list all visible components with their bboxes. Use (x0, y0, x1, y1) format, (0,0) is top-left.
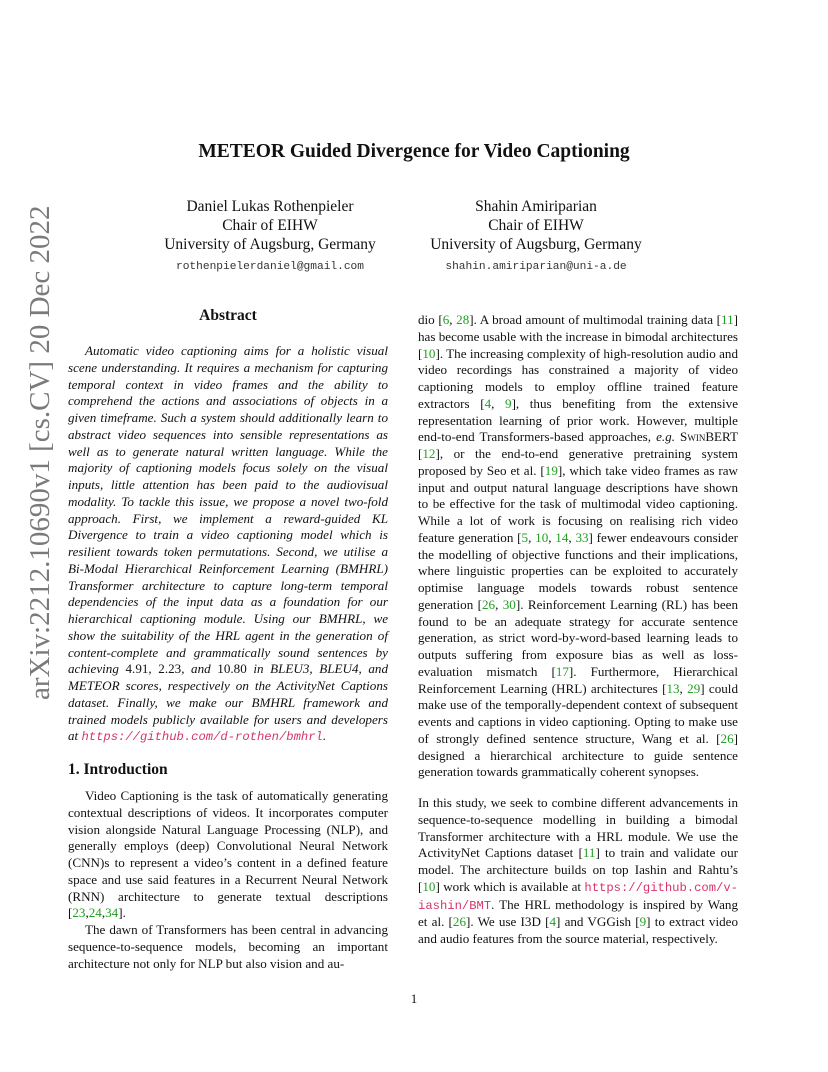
abstract-body: Automatic video captioning aims for a holistic visual scene understanding. It requires a mechanism for capturing temporal context in video frames and the ability to comprehend the actions and associations of objects in a given timeframe. Such a system should additionally learn to abstract video sequences into sensible representations as well as to generate natural written language. While the majority of captioning models focus solely on the visual inputs, little attention has been paid to the audiovisual modality. To tackle this issue, we propose a novel two-fold approach. First, we implement a reward-guided KL Divergence to train a video captioning model which is resilient towards token permutations. Second, we utilise a Bi-Modal Hierarchical Reinforcement Learning (BMHRL) Transformer architecture to capture long-term temporal dependencies of the input data as a foundation for our hierarchical captioning module. Using our BMHRL, we show the suitability of the HRL agent in the generation of content-complete and grammatically sound sentences by achieving (68, 343, 388, 677)
citation[interactable]: 23 (72, 905, 86, 921)
citation[interactable]: 26 (482, 596, 496, 612)
text-run: ], thus benefiting from the extensive representation learning of prior work. However, multiple end-to-end Transformers-based approaches, (418, 395, 739, 445)
arxiv-identifier: arXiv:2212.10690v1 [cs.CV] 20 Dec 2022 (24, 205, 56, 700)
author-email[interactable]: rothenpielerdaniel@gmail.com (176, 261, 364, 273)
citation[interactable]: 10 (422, 345, 436, 361)
github-link[interactable]: https://github.com/d-rothen/bmhrl (81, 730, 323, 745)
citation[interactable]: 10 (422, 878, 436, 894)
text-run: ]. A broad amount of multimodal training data [ (469, 312, 722, 327)
model-name: SwinBERT (680, 429, 738, 445)
author-block-2 (400, 197, 672, 277)
intro-paragraph-2: The dawn of Transformers has been central in advancing sequence-to-sequence models, becoming an important architecture not only for NLP but also vision and au- (68, 922, 388, 971)
abstract-heading: Abstract (199, 307, 257, 324)
text-run: . The HRL methodology is inspired by Wang et al. [ (418, 896, 738, 930)
text-run: ] designed a hierarchical architecture to guide sentence generation towards grammatically coherent synopses. (418, 730, 738, 780)
intro-paragraph-1-end: ]. (118, 905, 126, 921)
author-institution: University of Augsburg, Germany (164, 236, 376, 253)
text-run: ]. We use I3D [ (466, 914, 550, 930)
github-link[interactable]: https://github.com/v-iashin/BMT (418, 880, 738, 913)
author-email[interactable]: shahin.amiriparian@uni-a.de (445, 261, 627, 273)
text-run: ] to train and validate our model. The architecture builds on top Iashin and Rahtu’s [ (418, 845, 738, 894)
bleu3-score: 4.91 (125, 661, 149, 677)
text-run: dio [ (418, 312, 443, 327)
text-run: ] work which is available at (435, 878, 585, 894)
abstract-sep: , (148, 661, 159, 677)
text-run: ] and VGGish [ (556, 914, 640, 930)
author-affiliation: Chair of EIHW (222, 217, 318, 234)
citation[interactable]: 33 (575, 529, 589, 545)
author-affiliation: Chair of EIHW (488, 217, 584, 234)
citation[interactable]: 26 (720, 730, 734, 746)
intro-left-text: Video Captioning is the task of automatically generating contextual descriptions of videos. It incorporates computer vision alongside Natural Language Processing (NLP), and generally employs (deep) Convolutional Neural Network (CNN)s to represent a video’s content in a defined feature space and use said features in a Recurrent Neural Network (RNN) architecture to generate textual descriptions [23,24,34]. The dawn of Transformers has been central in advancing sequence-to-sequence models, becoming an important architecture not only for NLP but also vision and au- (68, 788, 388, 971)
text-run: ], or the end-to-end generative pretraining system proposed by Seo et al. [ (418, 446, 738, 478)
citation[interactable]: 4 (549, 914, 557, 930)
citation[interactable]: 17 (555, 663, 569, 679)
text-run: ] to extract video and audio features from the source material, respectively. (418, 914, 738, 946)
text-run: ]. Furthermore, Hierarchical Reinforcement Learning (HRL) architectures [ (418, 663, 738, 696)
citation[interactable]: 34 (105, 905, 119, 921)
bleu4-score: 2.23 (158, 661, 182, 677)
citation[interactable]: 5 (521, 529, 529, 545)
page-number: 1 (410, 991, 418, 1006)
citation[interactable]: 24 (88, 905, 102, 921)
text-run: In this study, we seek to combine different advancements in sequence-to-sequence modelling in building a bimodal Transformer architecture with a HRL module. We use the ActivityNet Captions dataset [ (418, 795, 738, 861)
citation[interactable]: 13 (666, 680, 680, 696)
text-run: ]. Reinforcement Learning (RL) has been found to be an adequate strategy for accurate sentence generation, as strict word-by-word-based learning leads to outputs suffering from exposure bias as well as loss-evaluation mismatch [ (418, 596, 739, 679)
meteor-score: 10.80 (217, 661, 247, 677)
abstract-sep: , and (181, 661, 218, 677)
text-run: ] fewer endeavours consider the modelling of objective functions and their implications, where linguistic properties can be exploited to accurately optimise language models towards robust sentence generation [ (418, 529, 739, 612)
citation[interactable]: 26 (452, 914, 467, 930)
text-run: ]. The increasing complexity of high-resolution audio and video recordings has constrained a majority of video captioning models to employ offline trained feature extractors [ (418, 345, 738, 411)
paper-title: METEOR Guided Divergence for Video Captioning (198, 141, 630, 162)
citation[interactable]: 19 (544, 462, 558, 478)
author-name: Daniel Lukas Rothenpieler (186, 198, 354, 215)
abstract-period: . (322, 728, 327, 744)
text-run: [ (418, 446, 423, 461)
abstract-body-end: in BLEU3, BLEU4, and METEOR scores, respectively on the ActivityNet Captions dataset. Finally, we make our BMHRL framework and trained models publicly available for users and developers at (68, 661, 389, 744)
citation[interactable]: 14 (555, 529, 569, 545)
citation[interactable]: 28 (456, 312, 470, 327)
citation[interactable]: 9 (505, 395, 512, 411)
intro-paragraph-1: Video Captioning is the task of automatically generating contextual descriptions of videos. It incorporates computer vision alongside Natural Language Processing (NLP), and generally employs (deep) Convolutional Neural Network (CNN)s to represent a video’s content in a defined feature space and use said features in a Recurrent Neural Network (RNN) architecture to generate textual descriptions [ (68, 788, 388, 921)
author-name: Shahin Amiriparian (475, 198, 597, 215)
text-run: ] has become usable with the increase in bimodal architectures [ (418, 312, 738, 361)
citation[interactable]: 12 (422, 446, 436, 461)
citation[interactable]: 6 (442, 312, 450, 327)
citation[interactable]: 11 (582, 845, 596, 861)
text-run: e.g. (656, 429, 675, 445)
citation[interactable]: 29 (687, 680, 701, 696)
intro-heading: 1. Introduction (68, 761, 168, 778)
text-run: ] could make use of the temporally-dependent context of subsequent events and captions in video captioning. Opting to make use of strongly defined sentence structure, Wang et al. [ (418, 680, 738, 746)
author-block-1 (130, 197, 410, 277)
text-run: ], which take video frames as raw input and output natural language descriptions have shown to be effective for the task of multimodal video captioning. While a lot of work is focusing on realising rich video feature generation [ (418, 462, 738, 545)
author-institution: University of Augsburg, Germany (430, 236, 642, 253)
citation[interactable]: 9 (639, 914, 647, 930)
abstract-text (68, 343, 388, 746)
right-column-text: dio [6, 28]. A broad amount of multimodal training data [11] has become usable with the increase in bimodal architectures [10]. The increasing complexity of high-resolution audio and video recordings has constrained a majority of video captioning models to employ offline trained feature extractors [4, 9], thus benefiting from the extensive representation learning of prior work. However, multiple end-to-end Transformers-based approaches, e.g. SwinBERT [12], or the end-to-end generative pretraining system proposed by Seo et al. [19], which take video frames as raw input and output natural language descriptions have shown to be effective for the task of multimodal video captioning. While a lot of work is focusing on realising rich video feature generation [5, 10, 14, 33] fewer endeavours consider the modelling of objective functions and their implications, where linguistic properties can be exploited to accurately optimise language models towards robust sentence generation [26, 30]. Reinforcement Learning (RL) has been found to be an adequate strategy for accurate sentence generation, as strict word-by-word-based learning leads to outputs suffering from exposure bias as well as loss-evaluation mismatch [17]. Furthermore, Hierarchical Reinforcement Learning (HRL) architectures [13, 29] could make use of the temporally-dependent context of subsequent events and captions in video captioning. Opting to make use of strongly defined sentence structure, Wang et al. [26] designed a hierarchical architecture to guide sentence generation towards grammatically coherent synopses. In this study, we seek to combine different advancements in sequence-to-sequence modelling in building a bimodal Transformer architecture with a HRL module. We use the ActivityNet Captions dataset [11] to train and validate our model. The architecture builds on top Iashin and Rahtu’s [10] work which is available at https://github.com/v-iashin/BMT. The HRL methodology is inspired by Wang et al. [26]. We use I3D [4] and VGGish [9] to extract video and audio features from the source material, respectively. (418, 312, 739, 946)
citation[interactable]: 30 (502, 596, 516, 612)
citation[interactable]: 4 (484, 395, 492, 411)
citation[interactable]: 10 (535, 529, 549, 545)
citation[interactable]: 11 (721, 312, 734, 327)
